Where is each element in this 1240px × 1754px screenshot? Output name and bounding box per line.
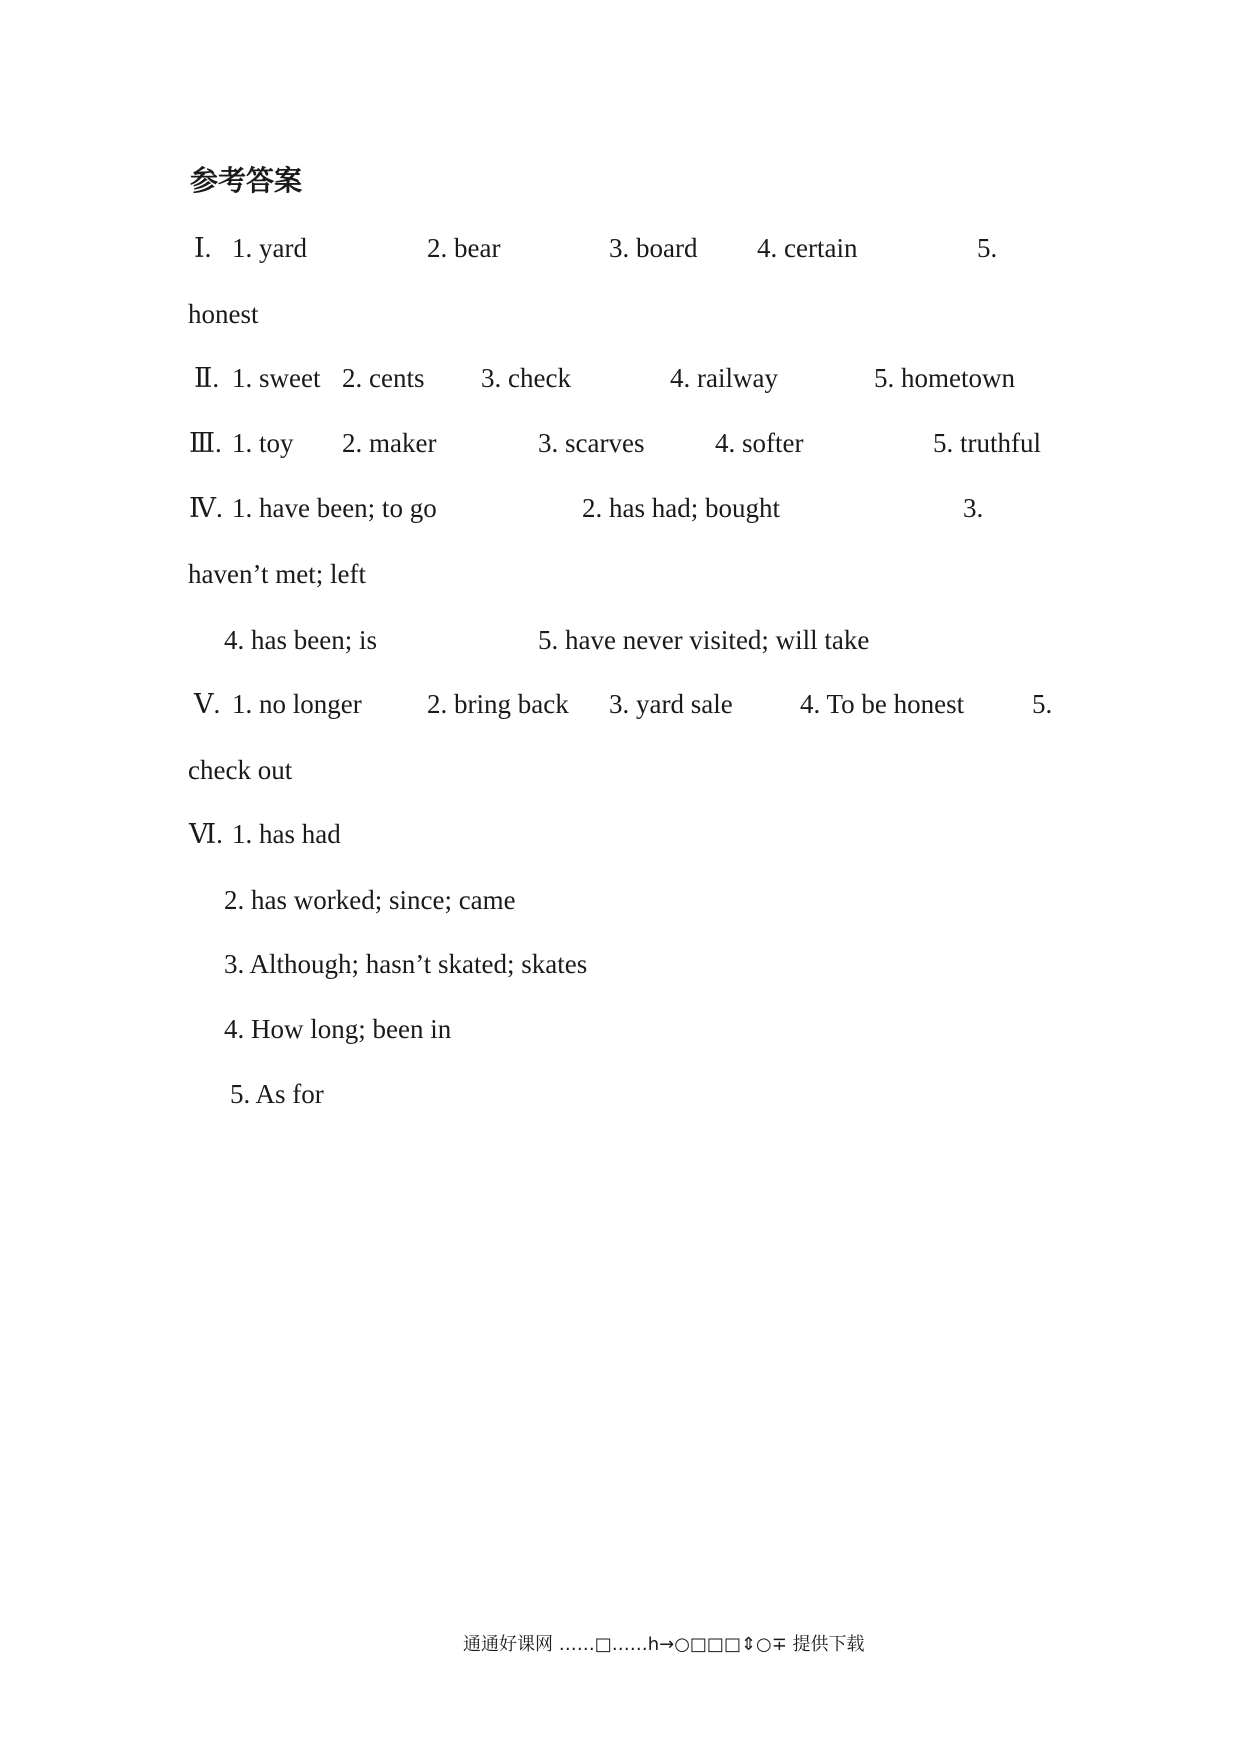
answer-line-s6-5 <box>0 1074 1240 1114</box>
answer-item: 3. Although; hasn’t skated; skates <box>224 949 588 979</box>
answer-item: 1. no longer <box>232 689 362 719</box>
answer-item: 5. truthful <box>933 428 1041 458</box>
answer-line-s2 <box>0 358 1240 398</box>
page-title: 参考答案 <box>190 164 303 197</box>
section-numeral: Ⅳ. <box>189 493 223 523</box>
answer-line-s4 <box>0 488 1240 528</box>
answer-item: 5. As for <box>230 1079 324 1109</box>
answer-line-s4-cont <box>0 554 1240 594</box>
answer-line-s5-cont <box>0 750 1240 790</box>
answer-item-text: check out <box>188 755 293 785</box>
answer-line-s1 <box>0 228 1240 268</box>
section-numeral: Ⅴ. <box>194 689 221 719</box>
answer-line-s6-2 <box>0 880 1240 920</box>
answer-item: 3. board <box>609 233 698 263</box>
answer-line-s5 <box>0 684 1240 724</box>
answer-item: 1. has had <box>232 819 341 849</box>
section-numeral: Ⅱ. <box>194 363 220 393</box>
answer-item: 5. have never visited; will take <box>538 625 870 655</box>
answer-item: 4. certain <box>757 233 858 263</box>
section-numeral: Ⅲ. <box>189 428 222 458</box>
answer-item: 3. yard sale <box>609 689 733 719</box>
page-footer: 通通好课网 ……□……h→○□□□⇕○∓ 提供下载 <box>463 1634 865 1655</box>
answer-item-number: 3. <box>963 493 984 523</box>
answer-item-number: 5. <box>977 233 998 263</box>
answer-item: 1. toy <box>232 428 294 458</box>
answer-line-s6-4 <box>0 1009 1240 1049</box>
answer-item: 3. check <box>481 363 571 393</box>
answer-item: 4. has been; is <box>224 625 377 655</box>
answer-item: 1. sweet <box>232 363 321 393</box>
answer-line-s1-cont <box>0 294 1240 334</box>
answer-line-s6-3 <box>0 944 1240 984</box>
answer-line-s4-cont2 <box>0 620 1240 660</box>
answer-item: 5. hometown <box>874 363 1015 393</box>
section-numeral: Ⅵ. <box>189 819 223 849</box>
answer-item-text: honest <box>188 299 259 329</box>
answer-item: 1. have been; to go <box>232 493 437 523</box>
answer-item: 4. To be honest <box>800 689 965 719</box>
answer-item: 2. bring back <box>427 689 569 719</box>
answer-item: 2. bear <box>427 233 501 263</box>
answer-item: 3. scarves <box>538 428 645 458</box>
answer-item: 4. softer <box>715 428 804 458</box>
section-numeral: Ⅰ. <box>194 233 212 263</box>
answer-item: 4. railway <box>670 363 778 393</box>
answer-item: 1. yard <box>232 233 307 263</box>
answer-line-s3 <box>0 423 1240 463</box>
answer-item: 4. How long; been in <box>224 1014 452 1044</box>
answer-line-s6 <box>0 814 1240 854</box>
answer-item-text: haven’t met; left <box>188 559 366 589</box>
answer-item: 2. has had; bought <box>582 493 780 523</box>
answer-item: 2. maker <box>342 428 437 458</box>
answer-item: 2. has worked; since; came <box>224 885 516 915</box>
answer-item: 2. cents <box>342 363 425 393</box>
answer-item-number: 5. <box>1032 689 1053 719</box>
